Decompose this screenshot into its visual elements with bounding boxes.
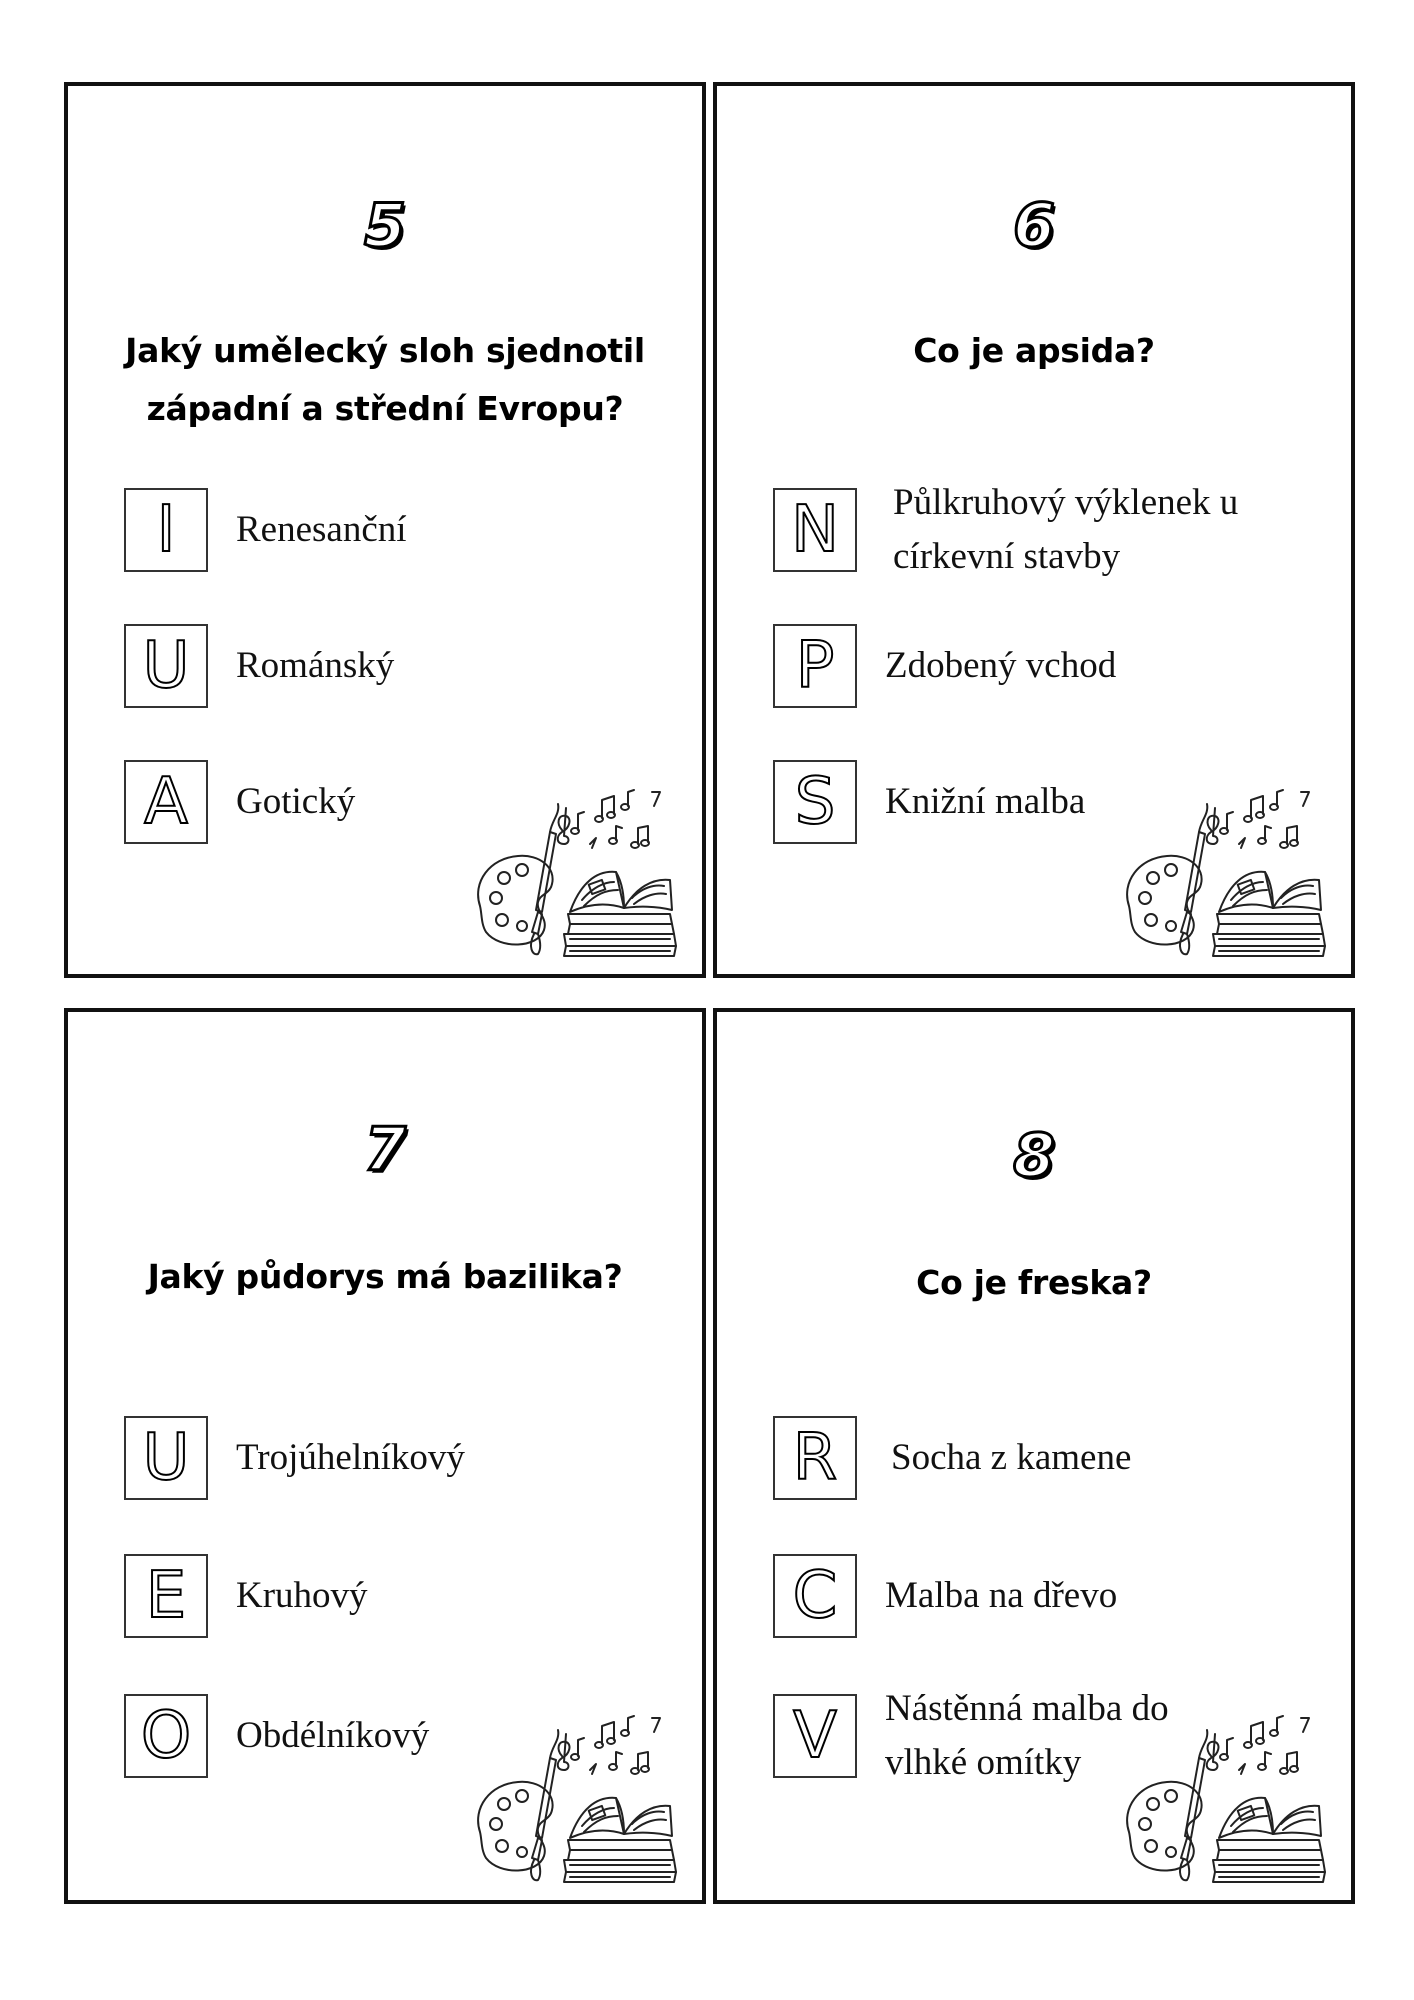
card-number: 7 <box>364 1115 406 1185</box>
question-text: Jaký půdorys má bazilika? <box>147 1257 623 1296</box>
answer-letter-box: V <box>773 1694 857 1778</box>
question-text: Jaký umělecký sloh sjednotil západní a střední Evropu? <box>125 331 645 428</box>
answer-letter-box: R <box>773 1416 857 1500</box>
answer-text: Socha z kamene <box>891 1437 1132 1478</box>
answer-letter-box: I <box>124 488 208 572</box>
answer-text: Renesanční <box>236 509 407 550</box>
answer-text: Knižní malba <box>885 781 1086 822</box>
answer-letter-box: O <box>124 1694 208 1778</box>
card-number: 8 <box>1013 1121 1055 1191</box>
card-number: 5 <box>364 191 406 261</box>
answer-letter-box: N <box>773 488 857 572</box>
question-text: Co je freska? <box>916 1263 1152 1302</box>
answer-letter-box: U <box>124 624 208 708</box>
answer-letter-box: C <box>773 1554 857 1638</box>
answer-letter-box: E <box>124 1554 208 1638</box>
answer-text: Půlkruhový výklenek u církevní stavby <box>893 482 1239 577</box>
answer-text: Obdélníkový <box>236 1715 430 1756</box>
answer-text: Kruhový <box>236 1575 368 1616</box>
palette-books-music-icon <box>466 784 688 960</box>
answer-letter-box: P <box>773 624 857 708</box>
palette-books-music-icon <box>1115 1710 1337 1886</box>
quiz-card-8 <box>713 1008 1355 1904</box>
answer-letter-box: U <box>124 1416 208 1500</box>
answer-letter-box: S <box>773 760 857 844</box>
answer-text: Zdobený vchod <box>885 645 1117 686</box>
answer-text: Románský <box>236 645 395 686</box>
question-text: Co je apsida? <box>913 331 1155 370</box>
answer-text: Gotický <box>236 781 356 822</box>
quiz-card-6 <box>713 82 1355 978</box>
answer-text: Trojúhelníkový <box>236 1437 465 1478</box>
quiz-card-7 <box>64 1008 706 1904</box>
answer-letter-box: A <box>124 760 208 844</box>
palette-books-music-icon <box>1115 784 1337 960</box>
quiz-card-5 <box>64 82 706 978</box>
palette-books-music-icon <box>466 1710 688 1886</box>
card-number: 6 <box>1013 191 1055 261</box>
answer-text: Nástěnná malba do vlhké omítky <box>885 1688 1169 1783</box>
answer-text: Malba na dřevo <box>885 1575 1118 1616</box>
